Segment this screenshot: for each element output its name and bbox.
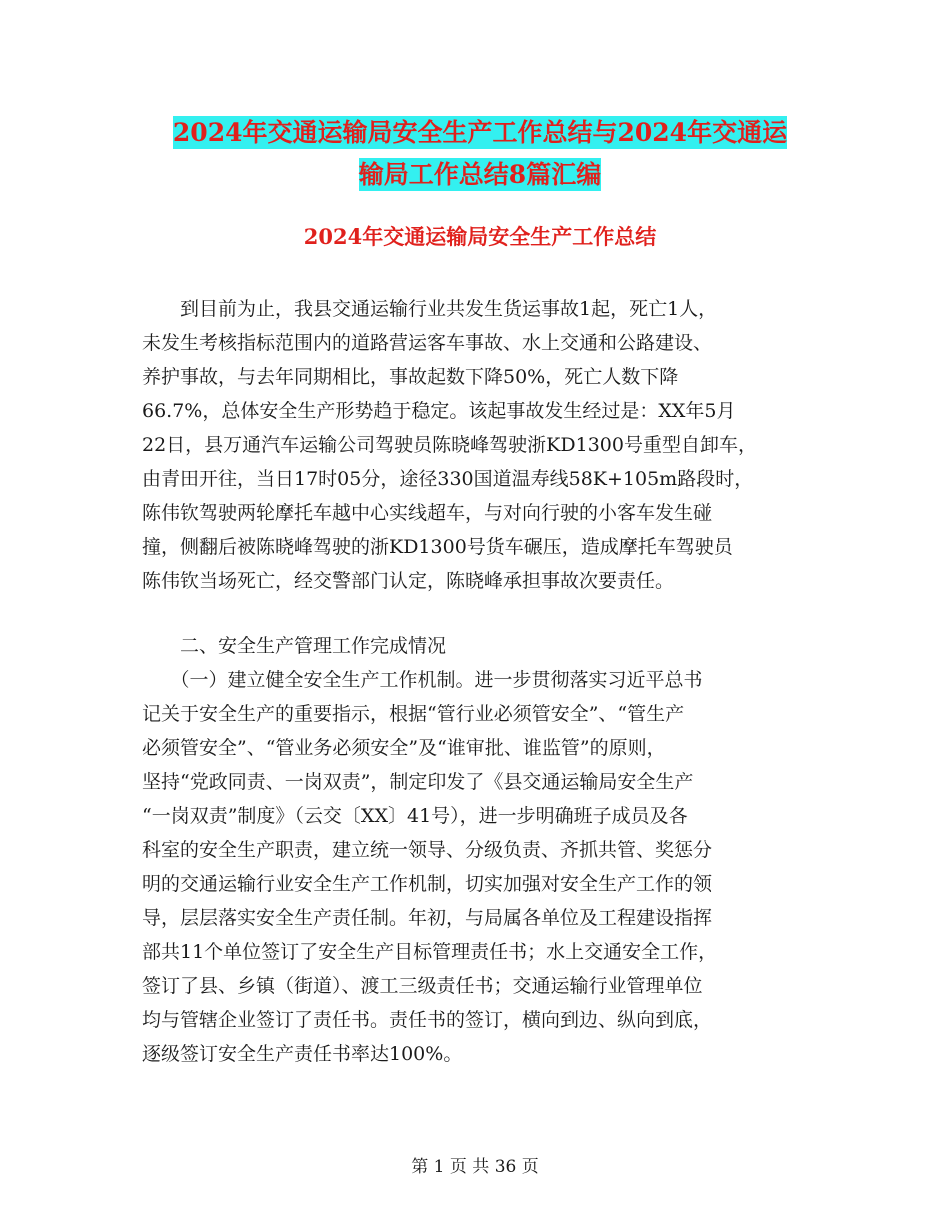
page-number-footer: 第 1 页 共 36 页 bbox=[411, 1157, 539, 1177]
text-line: 陈伟钦当场死亡，经交警部门认定，陈晓峰承担事故次要责任。 bbox=[142, 570, 675, 592]
text-line: 记关于安全生产的重要指示，根据“管行业必须管安全”、“管生产 bbox=[142, 703, 685, 725]
text-line: 养护事故，与去年同期相比，事故起数下降50%，死亡人数下降 bbox=[142, 366, 679, 388]
document-title bbox=[140, 112, 820, 196]
text-line: 未发生考核指标范围内的道路营运客车事故、水上交通和公路建设、 bbox=[142, 332, 713, 354]
text-line: 二、安全生产管理工作完成情况 bbox=[142, 635, 447, 657]
text-line: 签订了县、乡镇（街道）、渡工三级责任书；交通运输行业管理单位 bbox=[142, 975, 703, 997]
text-line: 撞，侧翻后被陈晓峰驾驶的浙KD1300号货车碾压，造成摩托车驾驶员 bbox=[142, 536, 733, 558]
text-line: 部共11个单位签订了安全生产目标管理责任书；水上交通安全工作， bbox=[142, 941, 718, 963]
text-line: “一岗双责”制度》（云交〔XX〕41号），进一步明确班子成员及各 bbox=[142, 805, 688, 827]
text-line: 逐级签订安全生产责任书率达100%。 bbox=[142, 1043, 463, 1065]
text-line: 22日，县万通汽车运输公司驾驶员陈晓峰驾驶浙KD1300号重型自卸车， bbox=[142, 434, 757, 456]
document-title-line-2: 输局工作总结8篇汇编 bbox=[358, 160, 602, 189]
text-line: 66.7%，总体安全生产形势趋于稳定。该起事故发生经过是：XX年5月 bbox=[142, 400, 736, 422]
document-title-line-1: 2024年交通运输局安全生产工作总结与2024年交通运 bbox=[172, 118, 788, 147]
text-line: 明的交通运输行业安全生产工作机制，切实加强对安全生产工作的领 bbox=[142, 873, 713, 895]
heading-section-2 bbox=[142, 629, 812, 663]
text-line: 必须管安全”、“管业务必须安全”及“谁审批、谁监管”的原则， bbox=[142, 737, 666, 759]
text-line: （一）建立健全安全生产工作机制。进一步贯彻落实习近平总书 bbox=[142, 669, 703, 691]
text-line: 坚持“党政同责、一岗双责”，制定印发了《县交通运输局安全生产 bbox=[142, 771, 694, 793]
text-line: 科室的安全生产职责，建立统一领导、分级负责、齐抓共管、奖惩分 bbox=[142, 839, 713, 861]
section-title: 2024年交通运输局安全生产工作总结 bbox=[303, 224, 657, 249]
text-line: 均与管辖企业签订了责任书。责任书的签订，横向到边、纵向到底， bbox=[142, 1009, 713, 1031]
paragraph-accident-summary bbox=[142, 292, 812, 598]
text-line: 导，层层落实安全生产责任制。年初，与局属各单位及工程建设指挥 bbox=[142, 907, 713, 929]
text-line: 到目前为止，我县交通运输行业共发生货运事故1起，死亡1人， bbox=[142, 298, 718, 320]
paragraph-work-mechanism bbox=[142, 663, 812, 1071]
text-line: 由青田开往，当日17时05分，途径330国道温寿线58K+105m路段时， bbox=[142, 468, 754, 490]
text-line: 陈伟钦驾驶两轮摩托车越中心实线超车，与对向行驶的小客车发生碰 bbox=[142, 502, 713, 524]
